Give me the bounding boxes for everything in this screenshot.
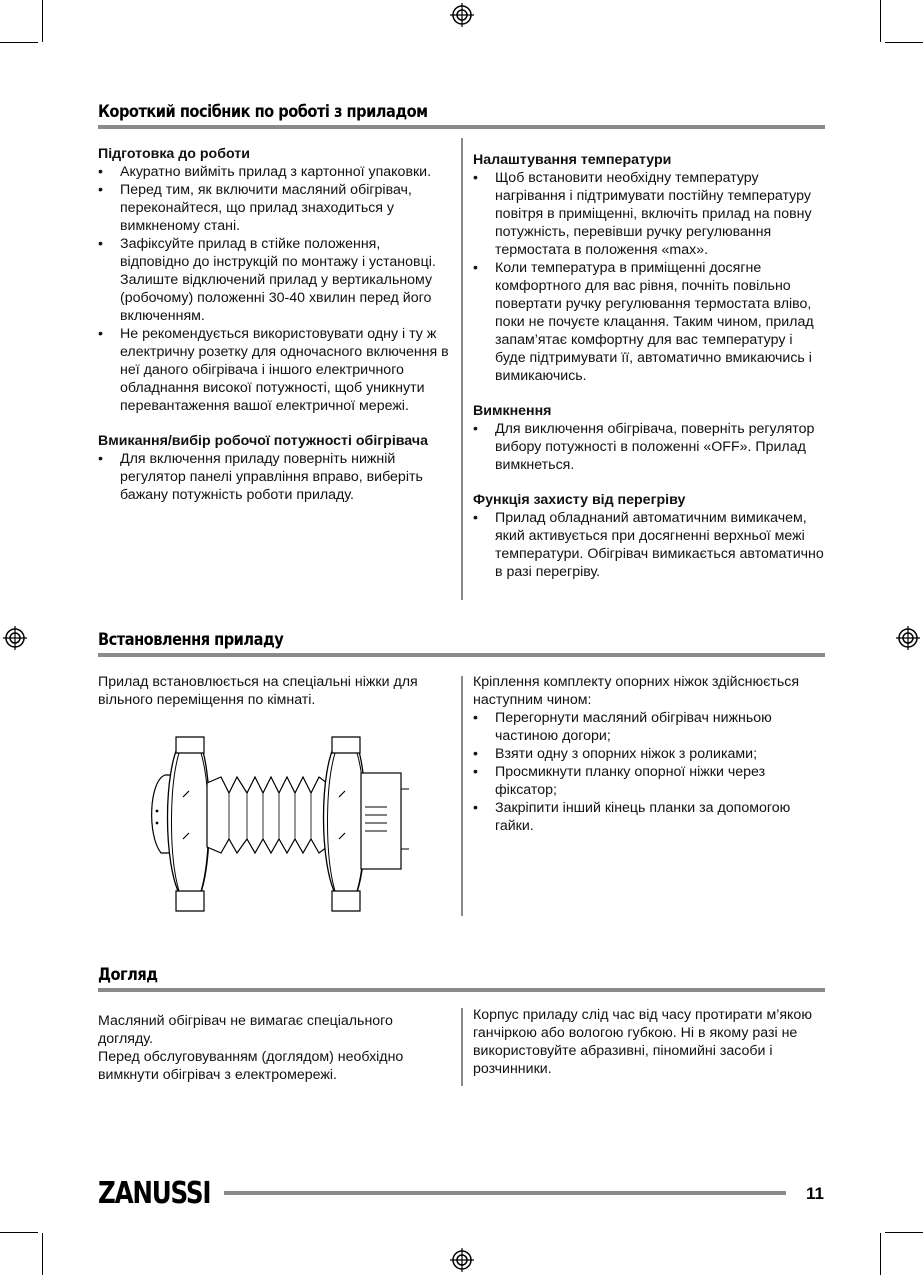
footer-rule — [224, 1191, 786, 1195]
list-item: • Для включення приладу поверніть нижній регулятор панелі управління вправо, виберіть бажану потужність роботи приладу. — [98, 450, 450, 504]
list-item: • Щоб встановити необхідну температуру нагрівання і підтримувати постійну температуру повітря в приміщенні, включіть прилад на повну потужність, перевівши ручку регулювання термостата в положення «max». — [473, 169, 825, 259]
care-right-column — [473, 1006, 825, 1078]
section-rule — [98, 125, 825, 129]
care-text-right: Корпус приладу слід час від часу протирати м’якою ганчіркою або вологою губкою. Ні в якому разі не використовуйте абразивні, піномийні засоби і розчинники. — [473, 1007, 812, 1077]
page-number: 11 — [806, 1184, 824, 1203]
list-item: • Зафіксуйте прилад в стійке положення, відповідно до інструкцій по монтажу і установці. Залиште відключений прилад у вертикальному (робочому) положенні 30-40 хвилин перед його включенням. — [98, 235, 450, 325]
crop-mark — [880, 0, 881, 42]
overheat-list — [473, 509, 825, 581]
heading-power-selection: Вмикання/вибір робочої потужності обігрівача — [98, 433, 428, 449]
section-rule — [98, 653, 825, 657]
registration-target-icon — [896, 626, 920, 650]
switch-off-list — [473, 420, 825, 474]
column-divider — [461, 1008, 463, 1086]
quick-guide-left-column — [98, 145, 450, 504]
section-title-quick-guide: Короткий посібник по роботі з приладом — [98, 102, 428, 122]
power-list — [98, 450, 450, 504]
section-rule — [98, 988, 825, 992]
care-left-column — [98, 1012, 450, 1084]
list-item: • Для виключення обігрівача, поверніть регулятор вибору потужності в положенні «OFF». Прилад вимкнеться. — [473, 420, 825, 474]
section-title-installation: Встановлення приладу — [98, 630, 284, 650]
crop-mark — [0, 42, 38, 43]
care-text-2: Перед обслуговуванням (доглядом) необхідно вимкнути обігрівач з електромережі. — [98, 1049, 404, 1083]
crop-mark — [42, 1233, 43, 1275]
heater-illustration — [143, 727, 413, 923]
heading-switch-off: Вимкнення — [473, 403, 552, 419]
quick-guide-right-column — [473, 151, 825, 581]
list-item: • Перегорнути масляний обігрівач нижньою частиною догори; — [473, 709, 825, 745]
installation-text: Прилад встановлюється на спеціальні ніжки для вільного переміщення по кімнаті. — [98, 674, 418, 708]
column-divider — [461, 138, 463, 600]
registration-target-icon — [450, 1248, 474, 1272]
registration-target-icon — [450, 3, 474, 27]
list-item: • Перед тим, як включити масляний обігрівач, переконайтеся, що прилад знаходиться у вимкненому стані. — [98, 181, 450, 235]
installation-right-column — [473, 673, 825, 835]
heading-overheat-protection: Функція захисту від перегріву — [473, 492, 686, 508]
temperature-list — [473, 169, 825, 385]
installation-left-column — [98, 673, 450, 709]
registration-target-icon — [3, 626, 27, 650]
list-item: • Коли температура в приміщенні досягне комфортного для вас рівня, почніть повільно повертати ручку регулювання термостата вліво, поки не почуєте клацання. Таким чином, прилад запам’ятає комфортну для вас температуру і буде підтримувати її, автоматично вмикаючись і вимикаючись. — [473, 259, 825, 385]
crop-mark — [880, 1233, 881, 1275]
list-item: • Просмикнути планку опорної ніжки через фіксатор; — [473, 763, 825, 799]
heading-preparation: Підготовка до роботи — [98, 146, 250, 162]
crop-mark — [42, 0, 43, 42]
list-item: • Прилад обладнаний автоматичним вимикачем, який активується при досягненні верхньої межі температури. Обігрівач вимикається автоматично в разі перегріву. — [473, 509, 825, 581]
list-item: • Закріпити інший кінець планки за допомогою гайки. — [473, 799, 825, 835]
section-title-care: Догляд — [98, 965, 158, 985]
crop-mark — [885, 42, 923, 43]
installation-steps — [473, 709, 825, 835]
list-item: • Акуратно вийміть прилад з картонної упаковки. — [98, 163, 450, 181]
list-item: • Взяти одну з опорних ніжок з роликами; — [473, 745, 825, 763]
brand-logo: ZANUSSI — [98, 1176, 211, 1211]
crop-mark — [0, 1232, 38, 1233]
column-divider — [461, 676, 463, 916]
heading-temperature: Налаштування температури — [473, 152, 672, 168]
installation-intro: Кріплення комплекту опорних ніжок здійснюється наступним чином: — [473, 674, 800, 708]
list-item: • Не рекомендується використовувати одну і ту ж електричну розетку для одночасного включення в неї даного обігрівача і іншого електричного обладнання високої потужності, щоб уникнути перевантаження вашої електричної мережі. — [98, 325, 450, 415]
crop-mark — [885, 1232, 923, 1233]
preparation-list — [98, 163, 450, 415]
care-text-1: Масляний обігрівач не вимагає спеціального догляду. — [98, 1013, 393, 1047]
